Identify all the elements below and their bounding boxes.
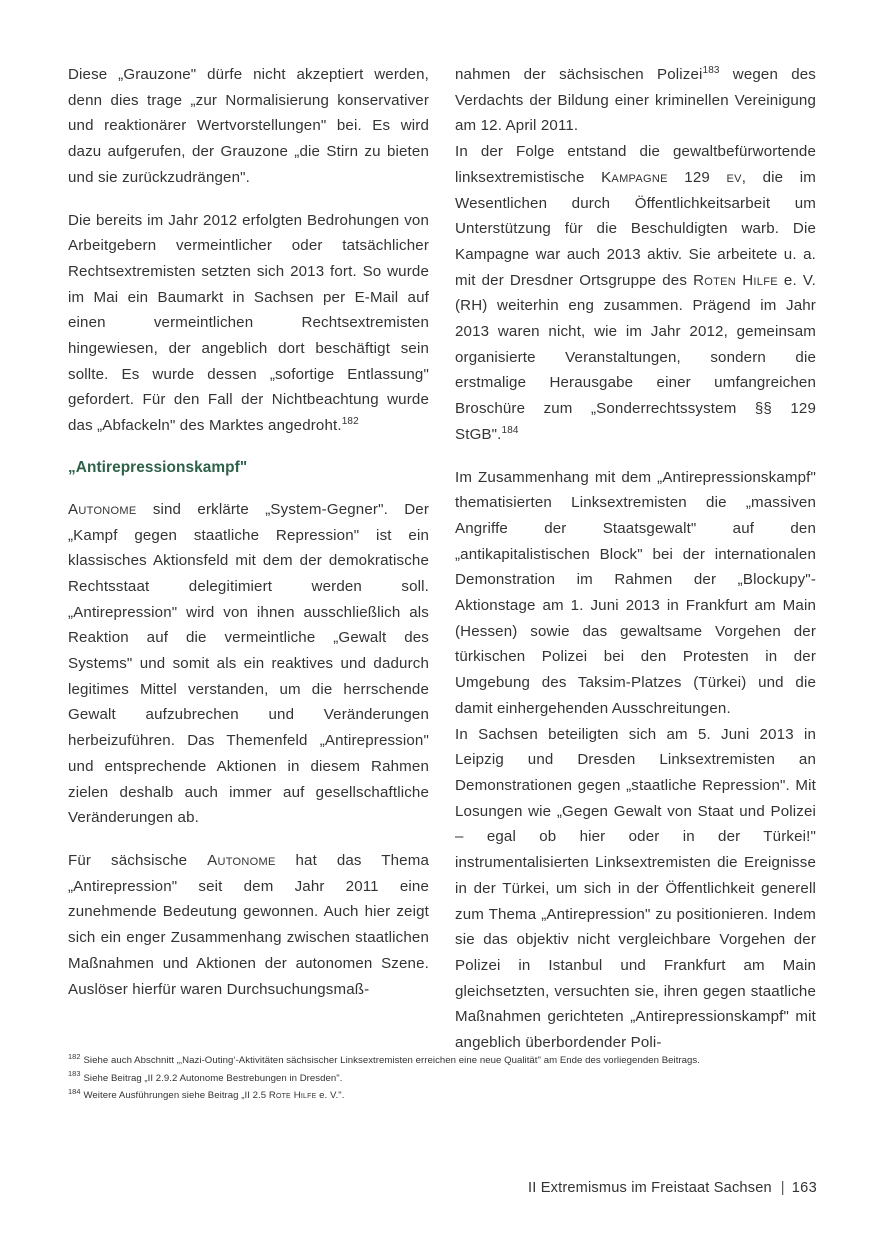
- paragraph-left-4-post: hat das Thema „Antirepression" seit dem Jahr 2011 eine zunehmende Bedeutung gewonnen. Auch hier zeigt sich ein enger Zusammenhang zwischen staatlichen Maßnahmen und Aktionen der autonomen Szene. Auslöser hierfür waren Durchsuchungsmaß-: [68, 851, 429, 998]
- smallcaps-ev: ev: [726, 168, 742, 186]
- paragraph-right-1-b: wegen des Verdachts der Bildung einer kriminellen Vereinigung am 12. April 2011.: [455, 66, 816, 135]
- footnote-184-text-a: Weitere Ausführungen siehe Beitrag „II 2.5: [83, 1090, 269, 1101]
- right-column: [455, 62, 816, 1073]
- paragraph-left-1: Diese „Grauzone" dürfe nicht akzeptiert werden, denn dies trage „zur Normalisierung konservativer und reaktionärer Wertvorstellungen" bei. Es wird dazu aufgerufen, der Grauzone „die Stirn zu bieten und sie zurückzudrängen".: [68, 66, 429, 186]
- smallcaps-roten-hilfe: Roten Hilfe: [693, 271, 778, 289]
- footer-title: II Extremismus im Freistaat Sachsen: [528, 1180, 772, 1196]
- smallcaps-autonome-1: Autonome: [68, 500, 137, 518]
- paragraph-right-2-b: 129: [667, 168, 727, 186]
- paragraph-right-2-d: e. V. (RH) weiterhin eng zusammen. Prägend im Jahr 2013 waren nicht, wie im Jahr 2012, gemeinsam organisierte Veranstaltungen, sondern die erstmalige Herausgabe einer umfangreichen Broschüre zum „Sonderrechtssystem §§ 129 StGB".: [455, 271, 816, 443]
- paragraph-left-2: [68, 208, 429, 439]
- paragraph-right-4: In Sachsen beteiligten sich am 5. Juni 2013 in Leipzig und Dresden Linksextremisten an Demonstrationen gegen „staatliche Repression". Mit Losungen wie „Gegen Gewalt von Staat und Polizei – egal ob hier oder in der Türkei!" instrumentalisierten Linksextremisten die Ereignisse in der Türkei, um sich in der Öffentlichkeit generell zum Thema „Antirepression" zu positionieren. Indem sie das objektiv nicht vergleichbare Vorgehen der Polizei in Istanbul und Frankfurt am Main gleichsetzten, versuchten sie, ihren gegen staatliche Maßnahmen gerichteten „Antirepressionskampf" mit angeblich überbordender Poli-: [455, 725, 816, 1052]
- footnote-184-text-b: e. V.".: [316, 1090, 345, 1101]
- paragraph-right-2-c: , die im Wesentlichen durch Öffentlichkeitsarbeit um Unterstützung für die Beschuldigten warb. Die Kampagne war auch 2013 aktiv. Sie arbeitete u. a. mit der Dresdner Ortsgruppe des: [455, 168, 816, 289]
- paragraph-left-4: [68, 848, 429, 1002]
- footnote-184-smallcaps: Rote Hilfe: [268, 1090, 317, 1101]
- footnote-ref-184[interactable]: 184: [501, 424, 519, 436]
- paragraph-left-2-text: Die bereits im Jahr 2012 erfolgten Bedrohungen von Arbeitgebern vermeintlicher oder tatsächlicher Rechtsextremisten setzten sich 2013 fort. So wurde im Mai ein Baumarkt in Sachsen per E-Mail auf einen vermeintlichen Rechtsextremisten hingewiesen, der angeblich dort beschäftigt sein sollte. Es wurde dessen „sofortige Entlassung" gefordert. Für den Fall der Nichtbeachtung wurde das „Abfackeln" des Marktes angedroht.: [68, 211, 429, 435]
- paragraph-left-4-pre: Für sächsische: [68, 851, 208, 869]
- footnote-184: [68, 1087, 820, 1105]
- paragraph-right-1-a: nahmen der sächsischen Polizei: [455, 66, 703, 83]
- footnote-ref-183[interactable]: 183: [702, 64, 720, 76]
- footnote-182-text: Siehe auch Abschnitt „‚Nazi-Outing‘-Aktivitäten sächsischer Linksextremisten erreichen eine neue Qualität" am Ende des vorliegenden Beitrags.: [83, 1055, 700, 1066]
- footnote-183-number: 183: [68, 1069, 81, 1079]
- paragraph-left-3: [68, 497, 429, 831]
- smallcaps-autonome-2: Autonome: [207, 851, 276, 869]
- footer-separator: |: [780, 1180, 785, 1196]
- footnote-182-number: 182: [68, 1051, 81, 1061]
- smallcaps-kampagne: Kampagne: [601, 168, 668, 186]
- two-column-body: [68, 62, 816, 1073]
- paragraph-right-2-a: In der Folge entstand die gewaltbefürwortende linksextremistische: [455, 143, 816, 186]
- footnote-182: [68, 1052, 820, 1070]
- left-column: [68, 62, 429, 1073]
- footnote-184-number: 184: [68, 1086, 81, 1096]
- section-heading-antirepressionskampf: „Antirepressionskampf": [68, 458, 248, 476]
- footnote-183: [68, 1070, 820, 1088]
- paragraph-right-1: [455, 62, 816, 139]
- footnotes-block: [68, 1052, 820, 1105]
- page-footer: [528, 1178, 817, 1198]
- paragraph-right-2: [455, 139, 816, 447]
- footnote-183-text: Siehe Beitrag „II 2.9.2 Autonome Bestrebungen in Dresden".: [83, 1072, 343, 1084]
- paragraph-left-3-text: sind erklärte „System-Gegner". Der „Kampf gegen staatliche Repression" ist ein klassisches Aktionsfeld mit dem der demokratische Rechtsstaat delegitimiert werden soll. „Antirepression" wird von ihnen ausschließlich als Reaktion auf die vermeintliche „Gewalt des Systems" und somit als ein reaktives und dadurch legitimes Mittel verstanden, um die herrschende Gewalt aufzubrechen und Veränderungen herbeizuführen. Das Themenfeld „Antirepression" und entsprechende Aktionen in diesem Rahmen zielen deshalb auch immer auf gesellschaftliche Veränderungen ab.: [68, 500, 429, 827]
- footnote-ref-182[interactable]: 182: [341, 416, 359, 428]
- page-number: 163: [791, 1180, 817, 1196]
- paragraph-right-3: Im Zusammenhang mit dem „Antirepressionskampf" thematisierten Linksextremisten die „massiven Angriffe der Staatsgewalt" auf den „antikapitalistischen Block" bei der internationalen Demonstration im Rahmen der „Blockupy"-Aktionstage am 1. Juni 2013 in Frankfurt am Main (Hessen) sowie das gewaltsame Vorgehen der türkischen Polizei bei den Protesten in der Umgebung des Taksim-Platzes (Türkei) und die damit einhergehenden Ausschreitungen.: [455, 468, 816, 717]
